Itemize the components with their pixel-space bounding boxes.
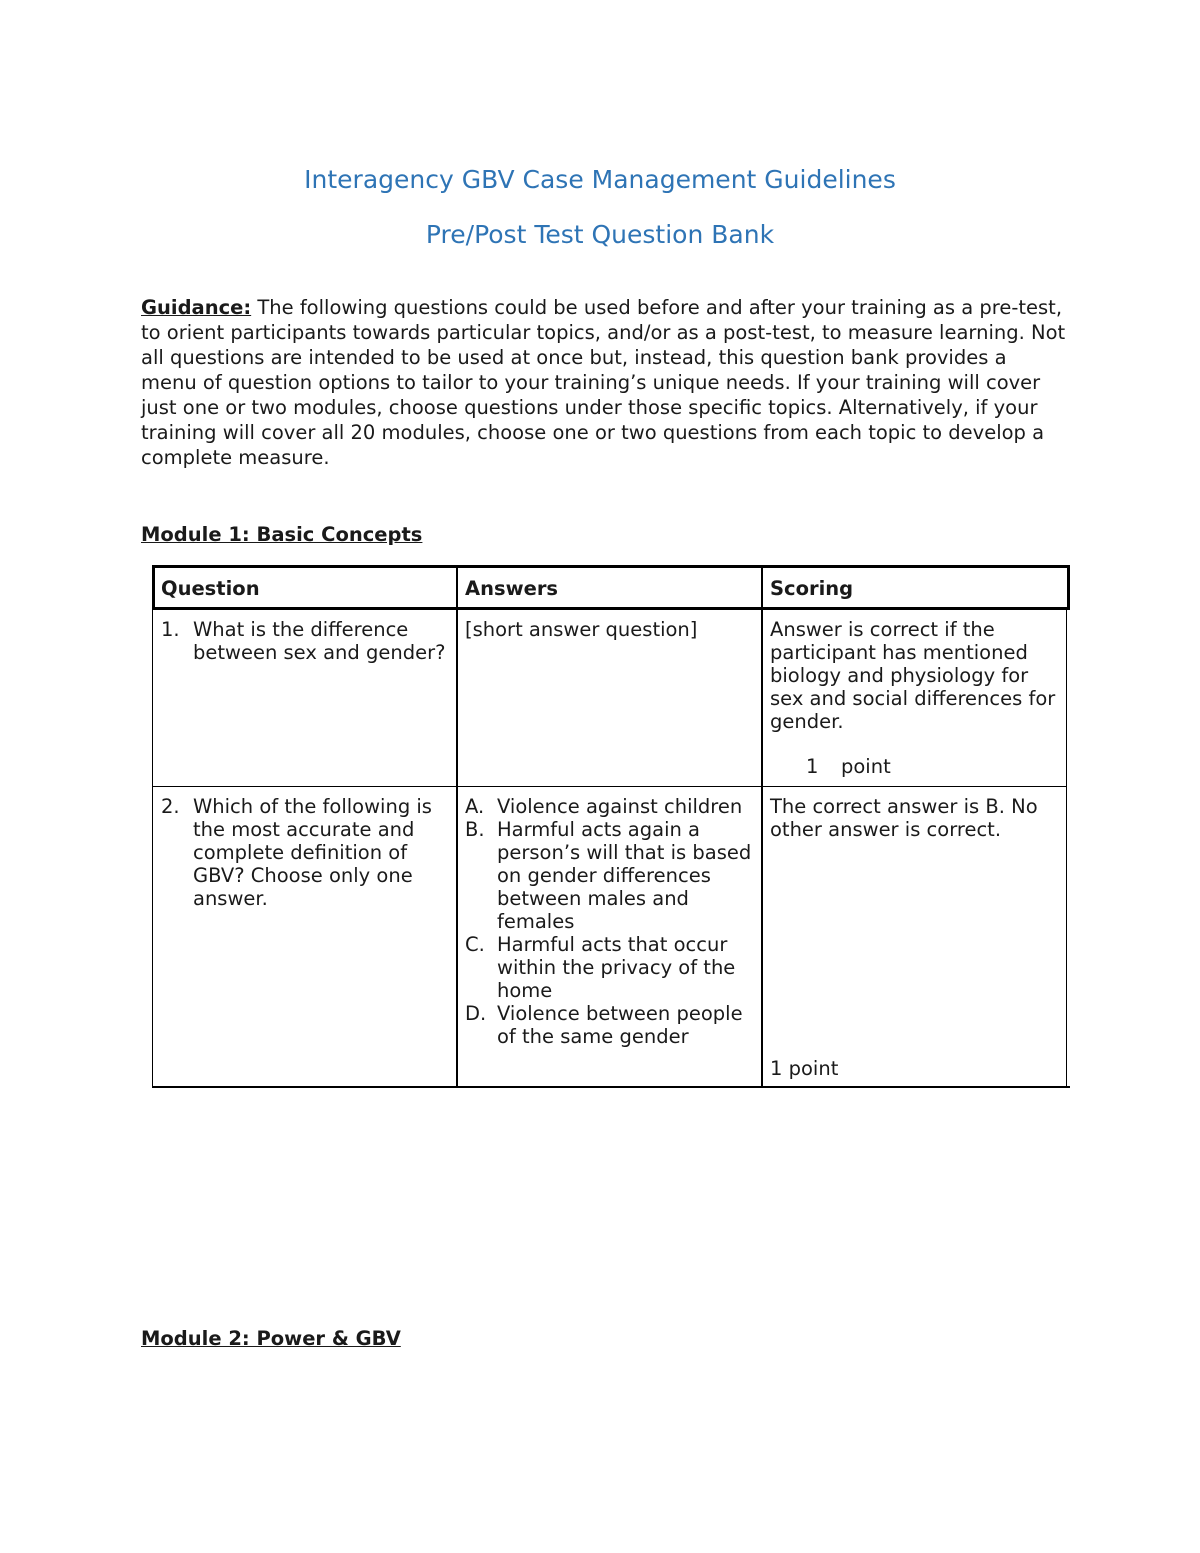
question-1	[161, 618, 451, 664]
header-question: Question	[161, 577, 260, 600]
table-border-right	[1066, 610, 1067, 1088]
list-item	[465, 1002, 757, 1048]
list-item	[161, 795, 451, 910]
option-b-letter: B.	[465, 818, 485, 841]
list-item	[465, 818, 757, 933]
question-2-number: 2.	[161, 795, 180, 818]
option-a-letter: A.	[465, 795, 485, 818]
header-answers: Answers	[465, 577, 559, 600]
table-col-divider-1	[456, 565, 458, 1088]
scoring-1-points-num: 1	[806, 755, 819, 778]
table-col-divider-2	[761, 565, 763, 1088]
question-2-text: Which of the following is the most accurate and complete definition of GBV? Choose only one answer.	[193, 795, 432, 910]
scoring-1-points-label: point	[841, 755, 891, 778]
option-c-text: Harmful acts that occur within the privacy of the home	[497, 933, 736, 1002]
document-subtitle: Pre/Post Test Question Bank	[425, 220, 775, 249]
scoring-2-points: 1 point	[770, 1057, 839, 1080]
module-1-heading: Module 1: Basic Concepts	[141, 523, 423, 546]
table-border-bottom	[152, 1086, 1070, 1088]
table-header-border	[152, 607, 1070, 610]
answer-1: [short answer question]	[465, 618, 698, 641]
table-row-divider	[152, 786, 1066, 787]
header-scoring: Scoring	[770, 577, 854, 600]
table-border-left-header	[152, 565, 155, 610]
scoring-2: The correct answer is B. No other answer is correct.	[770, 795, 1038, 841]
guidance-paragraph	[141, 295, 1066, 470]
module-2-heading: Module 2: Power & GBV	[141, 1327, 401, 1350]
question-1-text: What is the difference between sex and gender?	[193, 618, 446, 664]
table-border-right-header	[1067, 565, 1070, 610]
option-c-letter: C.	[465, 933, 485, 956]
table-border-left	[152, 610, 153, 1088]
list-item	[465, 795, 757, 818]
document-title: Interagency GBV Case Management Guidelines	[304, 165, 896, 194]
option-b-text: Harmful acts again a person’s will that is based on gender differences between males and females	[497, 818, 752, 933]
question-table	[152, 565, 1070, 1089]
question-2	[161, 795, 451, 910]
table-border-top	[152, 565, 1070, 568]
scoring-1: Answer is correct if the participant has mentioned biology and physiology for sex and social differences for gender.	[770, 618, 1056, 733]
option-d-letter: D.	[465, 1002, 487, 1025]
answer-2-options	[465, 795, 757, 1048]
guidance-text: The following questions could be used before and after your training as a pre-test, to orient participants towards particular topics, and/or as a post-test, to measure learning. Not all questions are intended to be used at once but, instead, this question bank provides a menu of question options to tailor to your training’s unique needs. If your training will cover just one or two modules, choose questions under those specific topics. Alternatively, if your training will cover all 20 modules, choose one or two questions from each topic to develop a complete measure.	[141, 296, 1066, 469]
list-item	[465, 933, 757, 1002]
option-d-text: Violence between people of the same gender	[497, 1002, 743, 1048]
list-item	[161, 618, 451, 664]
question-1-number: 1.	[161, 618, 180, 641]
option-a-text: Violence against children	[497, 795, 743, 818]
guidance-label: Guidance:	[141, 296, 252, 319]
